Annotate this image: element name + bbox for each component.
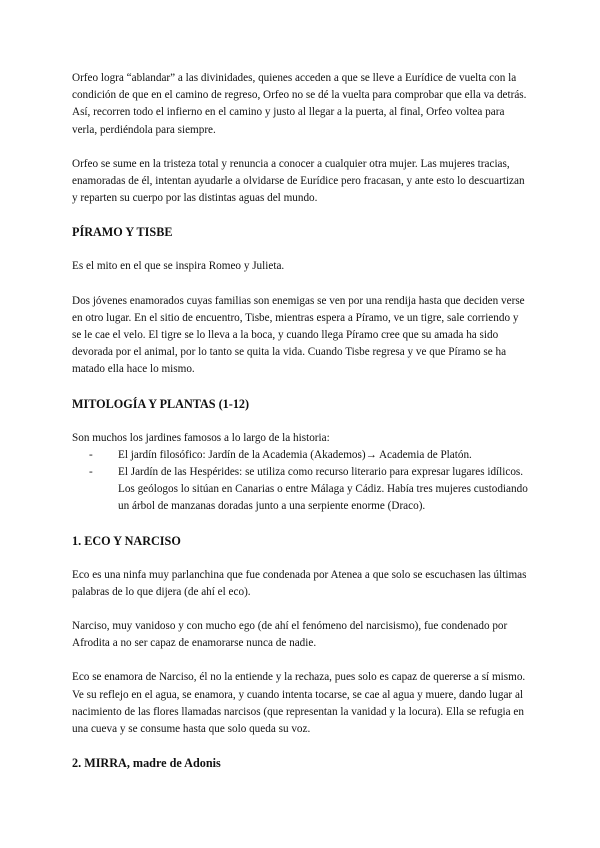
heading-piramo-tisbe: PÍRAMO Y TISBE bbox=[72, 225, 173, 240]
paragraph-piramo-1: Es el mito en el que se inspira Romeo y Julieta. bbox=[72, 260, 285, 273]
heading-eco-narciso: 1. ECO Y NARCISO bbox=[72, 533, 181, 548]
paragraph-eco-2: Narciso, muy vanidoso y con mucho ego (de ahí el fenómeno del narcisismo), fue condenado por Afrodita a no ser capaz de enamorarse nunca de nadie. bbox=[72, 620, 508, 650]
list-item: - El jardín filosófico: Jardín de la Academia (Akademos)→ Academia de Platón. bbox=[118, 447, 528, 464]
paragraph-eco-1: Eco es una ninfa muy parlanchina que fue condenada por Atenea a que solo se escuchasen las últimas palabras de lo que dijera (de ahí el eco). bbox=[72, 568, 527, 598]
heading-mirra: 2. MIRRA, madre de Adonis bbox=[72, 756, 221, 771]
list-item: - El Jardín de las Hespérides: se utiliza como recurso literario para expresar lugares idílicos. Los geólogos lo sitúan en Canarias o entre Málaga y Cádiz. Había tres mujeres custodiando un árbol de manzanas doradas junto a una serpiente enorme (Draco). bbox=[118, 464, 528, 516]
paragraph-plantas-intro: Son muchos los jardines famosos a lo largo de la historia: bbox=[72, 431, 330, 444]
paragraph-orfeo-1: Orfeo logra “ablandar” a las divinidades, quienes acceden a que se lleve a Eurídice de vuelta con la condición de que en el camino de regreso, Orfeo no se dé la vuelta para comprobar que ella va detrás. Así, recorren todo el infierno en el camino y justo al llegar a la puerta, al final, Orfeo voltea para verla, perdiéndola para siempre. bbox=[72, 72, 527, 136]
gardens-list bbox=[72, 447, 528, 516]
heading-mitologia-plantas: MITOLOGÍA Y PLANTAS (1-12) bbox=[72, 396, 250, 411]
paragraph-piramo-2: Dos jóvenes enamorados cuyas familias son enemigas se ven por una rendija hasta que deciden verse en otro lugar. En el sitio de encuentro, Tisbe, mientras espera a Píramo, ve un tigre, sale corriendo y se le cae el velo. El tigre se lo lleva a la boca, y cuando llega Píramo cree que su amada ha sido devorada por el animal, por lo tanto se quita la vida. Cuando Tisbe regresa y ve que Píramo se ha matado ella hace lo mismo. bbox=[72, 294, 525, 376]
paragraph-orfeo-2: Orfeo se sume en la tristeza total y renuncia a conocer a cualquier otra mujer. Las mujeres tracias, enamoradas de él, intentan ayudarle a olvidarse de Eurídice pero fracasan, y ante esto lo descuartizan y reparten su cuerpo por las distintas aguas del mundo. bbox=[72, 157, 525, 205]
paragraph-eco-3: Eco se enamora de Narciso, él no la entiende y la rechaza, pues solo es capaz de quererse a sí mismo. Ve su reflejo en el agua, se enamora, y cuando intenta tocarse, se cae al agua y muere, dando lugar al nacimiento de las flores llamadas narcisos (que representan la vanidad y la locura). Ella se refugia en una cueva y se consume hasta que solo queda su voz. bbox=[72, 671, 526, 736]
